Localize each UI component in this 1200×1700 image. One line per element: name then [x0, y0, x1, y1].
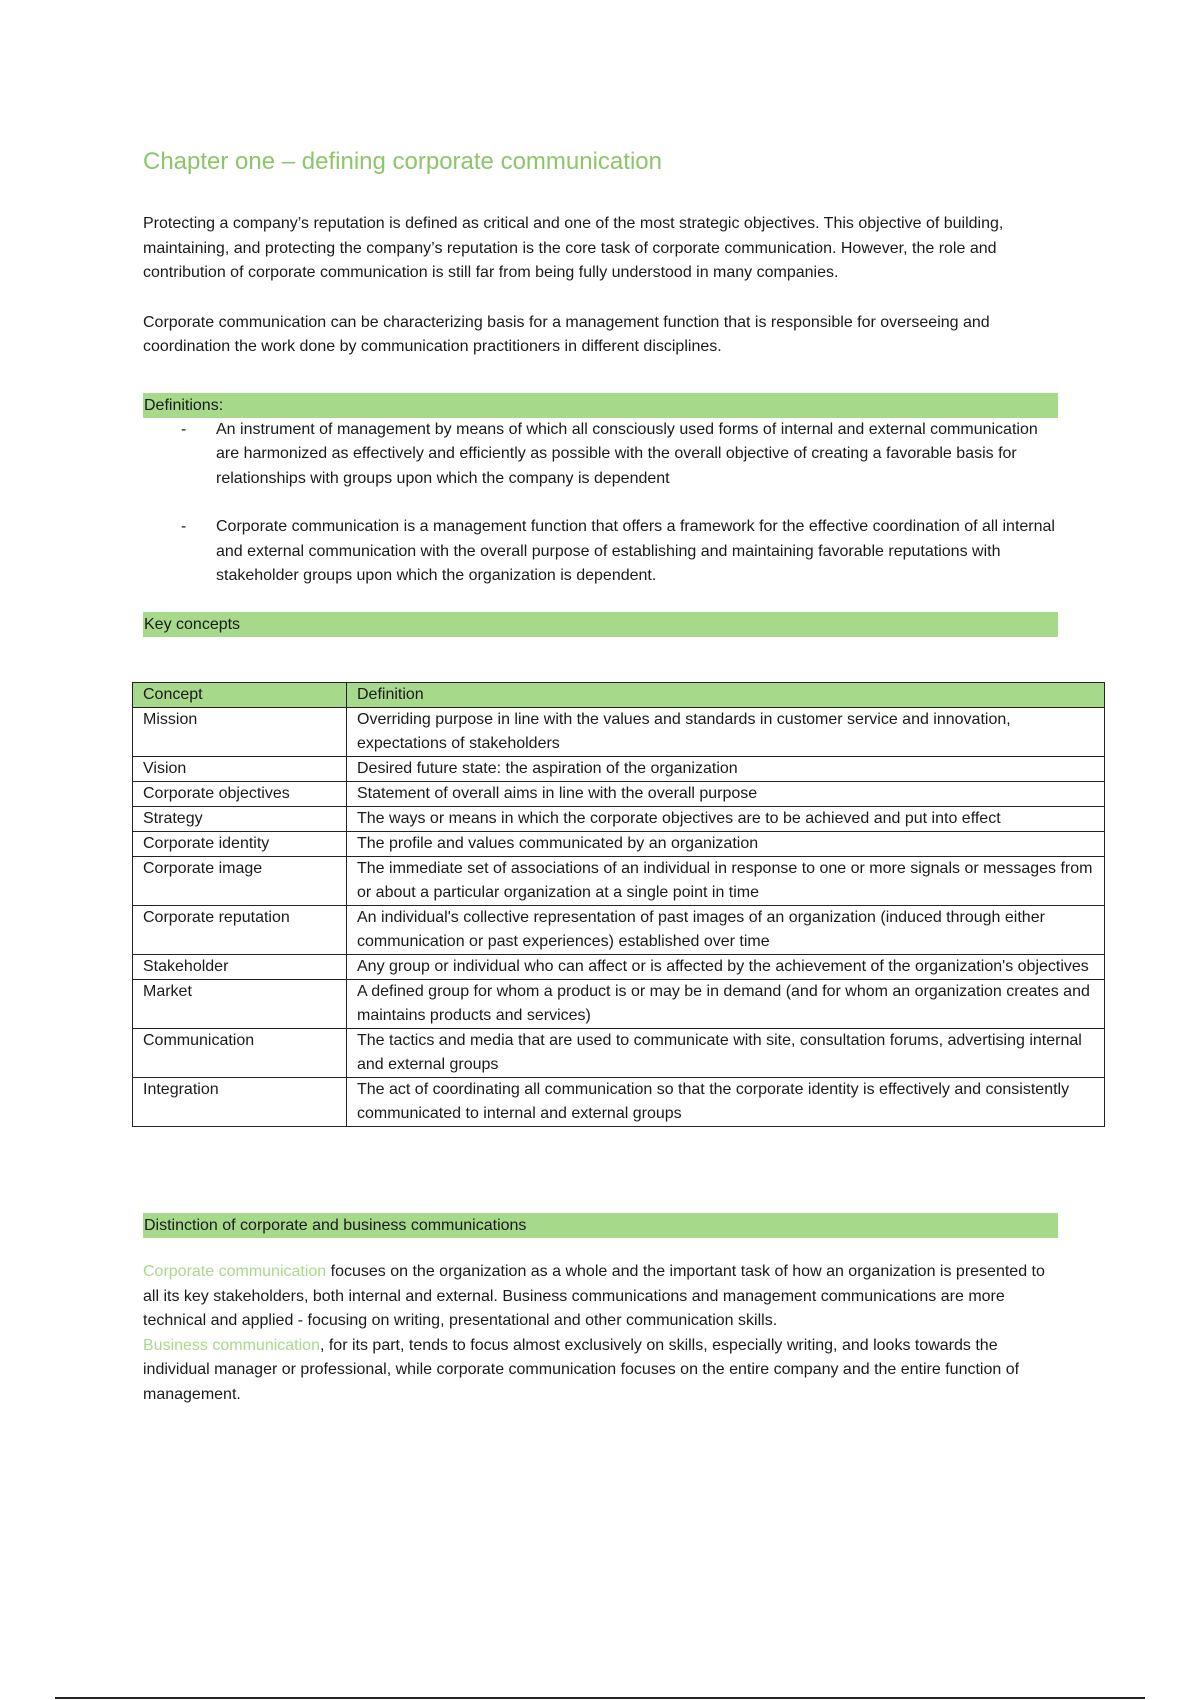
definition-text: Corporate communication is a management function that offers a framework for the effective coordination of all internal and external communication with the overall purpose of establishing and maintaining favorable reputations with stakeholder groups upon which the organization is dependent. — [216, 518, 1055, 584]
table-row — [133, 980, 1105, 1029]
definition-cell: The tactics and media that are used to communicate with site, consultation forums, advertising internal and external groups — [347, 1029, 1105, 1078]
concept-cell: Mission — [133, 708, 347, 757]
table-row — [133, 708, 1105, 757]
definition-cell: The profile and values communicated by an organization — [347, 832, 1105, 857]
business-communication-highlight: Business communication — [143, 1336, 320, 1354]
concept-cell: Integration — [133, 1078, 347, 1127]
column-header-definition: Definition — [347, 683, 1105, 708]
key-concepts-heading: Key concepts — [143, 612, 1058, 637]
distinction-paragraph-2 — [143, 1334, 1058, 1408]
concept-cell: Strategy — [133, 807, 347, 832]
intro-paragraph-2: Corporate communication can be characterizing basis for a management function that is responsible for overseeing and coordination the work done by communication practitioners in different disciplines. — [143, 313, 990, 355]
concept-cell: Corporate objectives — [133, 782, 347, 807]
distinction-paragraph-1 — [143, 1260, 1058, 1334]
definition-text: An instrument of management by means of which all consciously used forms of internal and external communication are harmonized as effectively and efficiently as possible with the overall objective of creating a favorable basis for relationships with groups upon which the company is dependent — [216, 420, 1038, 487]
table-row — [133, 1078, 1105, 1127]
bullet-dash: - — [181, 518, 187, 535]
definition-cell: Desired future state: the aspiration of the organization — [347, 757, 1105, 782]
definition-cell: The immediate set of associations of an individual in response to one or more signals or messages from or about a particular organization at a single point in time — [347, 857, 1105, 906]
table-row — [133, 1029, 1105, 1078]
concept-cell: Market — [133, 980, 347, 1029]
footer-divider — [55, 1697, 1145, 1699]
definition-cell: An individual's collective representation of past images of an organization (induced through either communication or past experiences) established over time — [347, 906, 1105, 955]
corporate-communication-highlight: Corporate communication — [143, 1263, 327, 1280]
definitions-heading: Definitions: — [143, 393, 1058, 418]
concept-cell: Corporate identity — [133, 832, 347, 857]
concept-cell: Communication — [133, 1029, 347, 1078]
upper-content — [143, 140, 1058, 637]
definition-cell: Any group or individual who can affect or is affected by the achievement of the organization's objectives — [347, 955, 1105, 980]
definition-item — [143, 418, 1058, 492]
intro-paragraph-1: Protecting a company’s reputation is defined as critical and one of the most strategic objectives. This objective of building, maintaining, and protecting the company’s reputation is the core task of corporate communication. However, the role and contribution of corporate communication is still far from being fully understood in many companies. — [143, 215, 1004, 281]
definitions-list — [143, 418, 1058, 589]
concept-cell: Stakeholder — [133, 955, 347, 980]
key-concepts-table — [132, 682, 1105, 1127]
definition-item — [143, 515, 1058, 589]
table-row — [133, 807, 1105, 832]
concept-cell: Corporate reputation — [133, 906, 347, 955]
table-row — [133, 906, 1105, 955]
distinction-section — [143, 1213, 1058, 1407]
table-row — [133, 757, 1105, 782]
bullet-dash: - — [181, 420, 187, 438]
concept-cell: Corporate image — [133, 857, 347, 906]
definition-cell: A defined group for whom a product is or may be in demand (and for whom an organization creates and maintains products and services) — [347, 980, 1105, 1029]
distinction-heading: Distinction of corporate and business communications — [143, 1213, 1058, 1238]
definition-cell: The act of coordinating all communication so that the corporate identity is effectively and consistently communicated to internal and external groups — [347, 1078, 1105, 1127]
distinction-paragraph-1-text: focuses on the organization as a whole and the important task of how an organization is presented to all its key stakeholders, both internal and external. Business communications and management communications are more technical and applied - focusing on writing, presentational and other communication skills. — [143, 1263, 1045, 1329]
page-title: Chapter one – defining corporate communication — [143, 148, 662, 175]
table-row — [133, 832, 1105, 857]
key-concepts-table-wrapper — [132, 682, 1105, 1127]
table-row — [133, 782, 1105, 807]
table-row — [133, 857, 1105, 906]
column-header-concept: Concept — [133, 683, 347, 708]
concept-cell: Vision — [133, 757, 347, 782]
definition-cell: The ways or means in which the corporate objectives are to be achieved and put into effect — [347, 807, 1105, 832]
table-row — [133, 955, 1105, 980]
distinction-paragraph-2-text: , for its part, tends to focus almost exclusively on skills, especially writing, and looks towards the individual manager or professional, while corporate communication focuses on the entire company and the entire function of management. — [143, 1336, 1020, 1403]
definition-cell: Overriding purpose in line with the values and standards in customer service and innovation, expectations of stakeholders — [347, 708, 1105, 757]
definition-cell: Statement of overall aims in line with the overall purpose — [347, 782, 1105, 807]
table-header-row — [133, 683, 1105, 708]
